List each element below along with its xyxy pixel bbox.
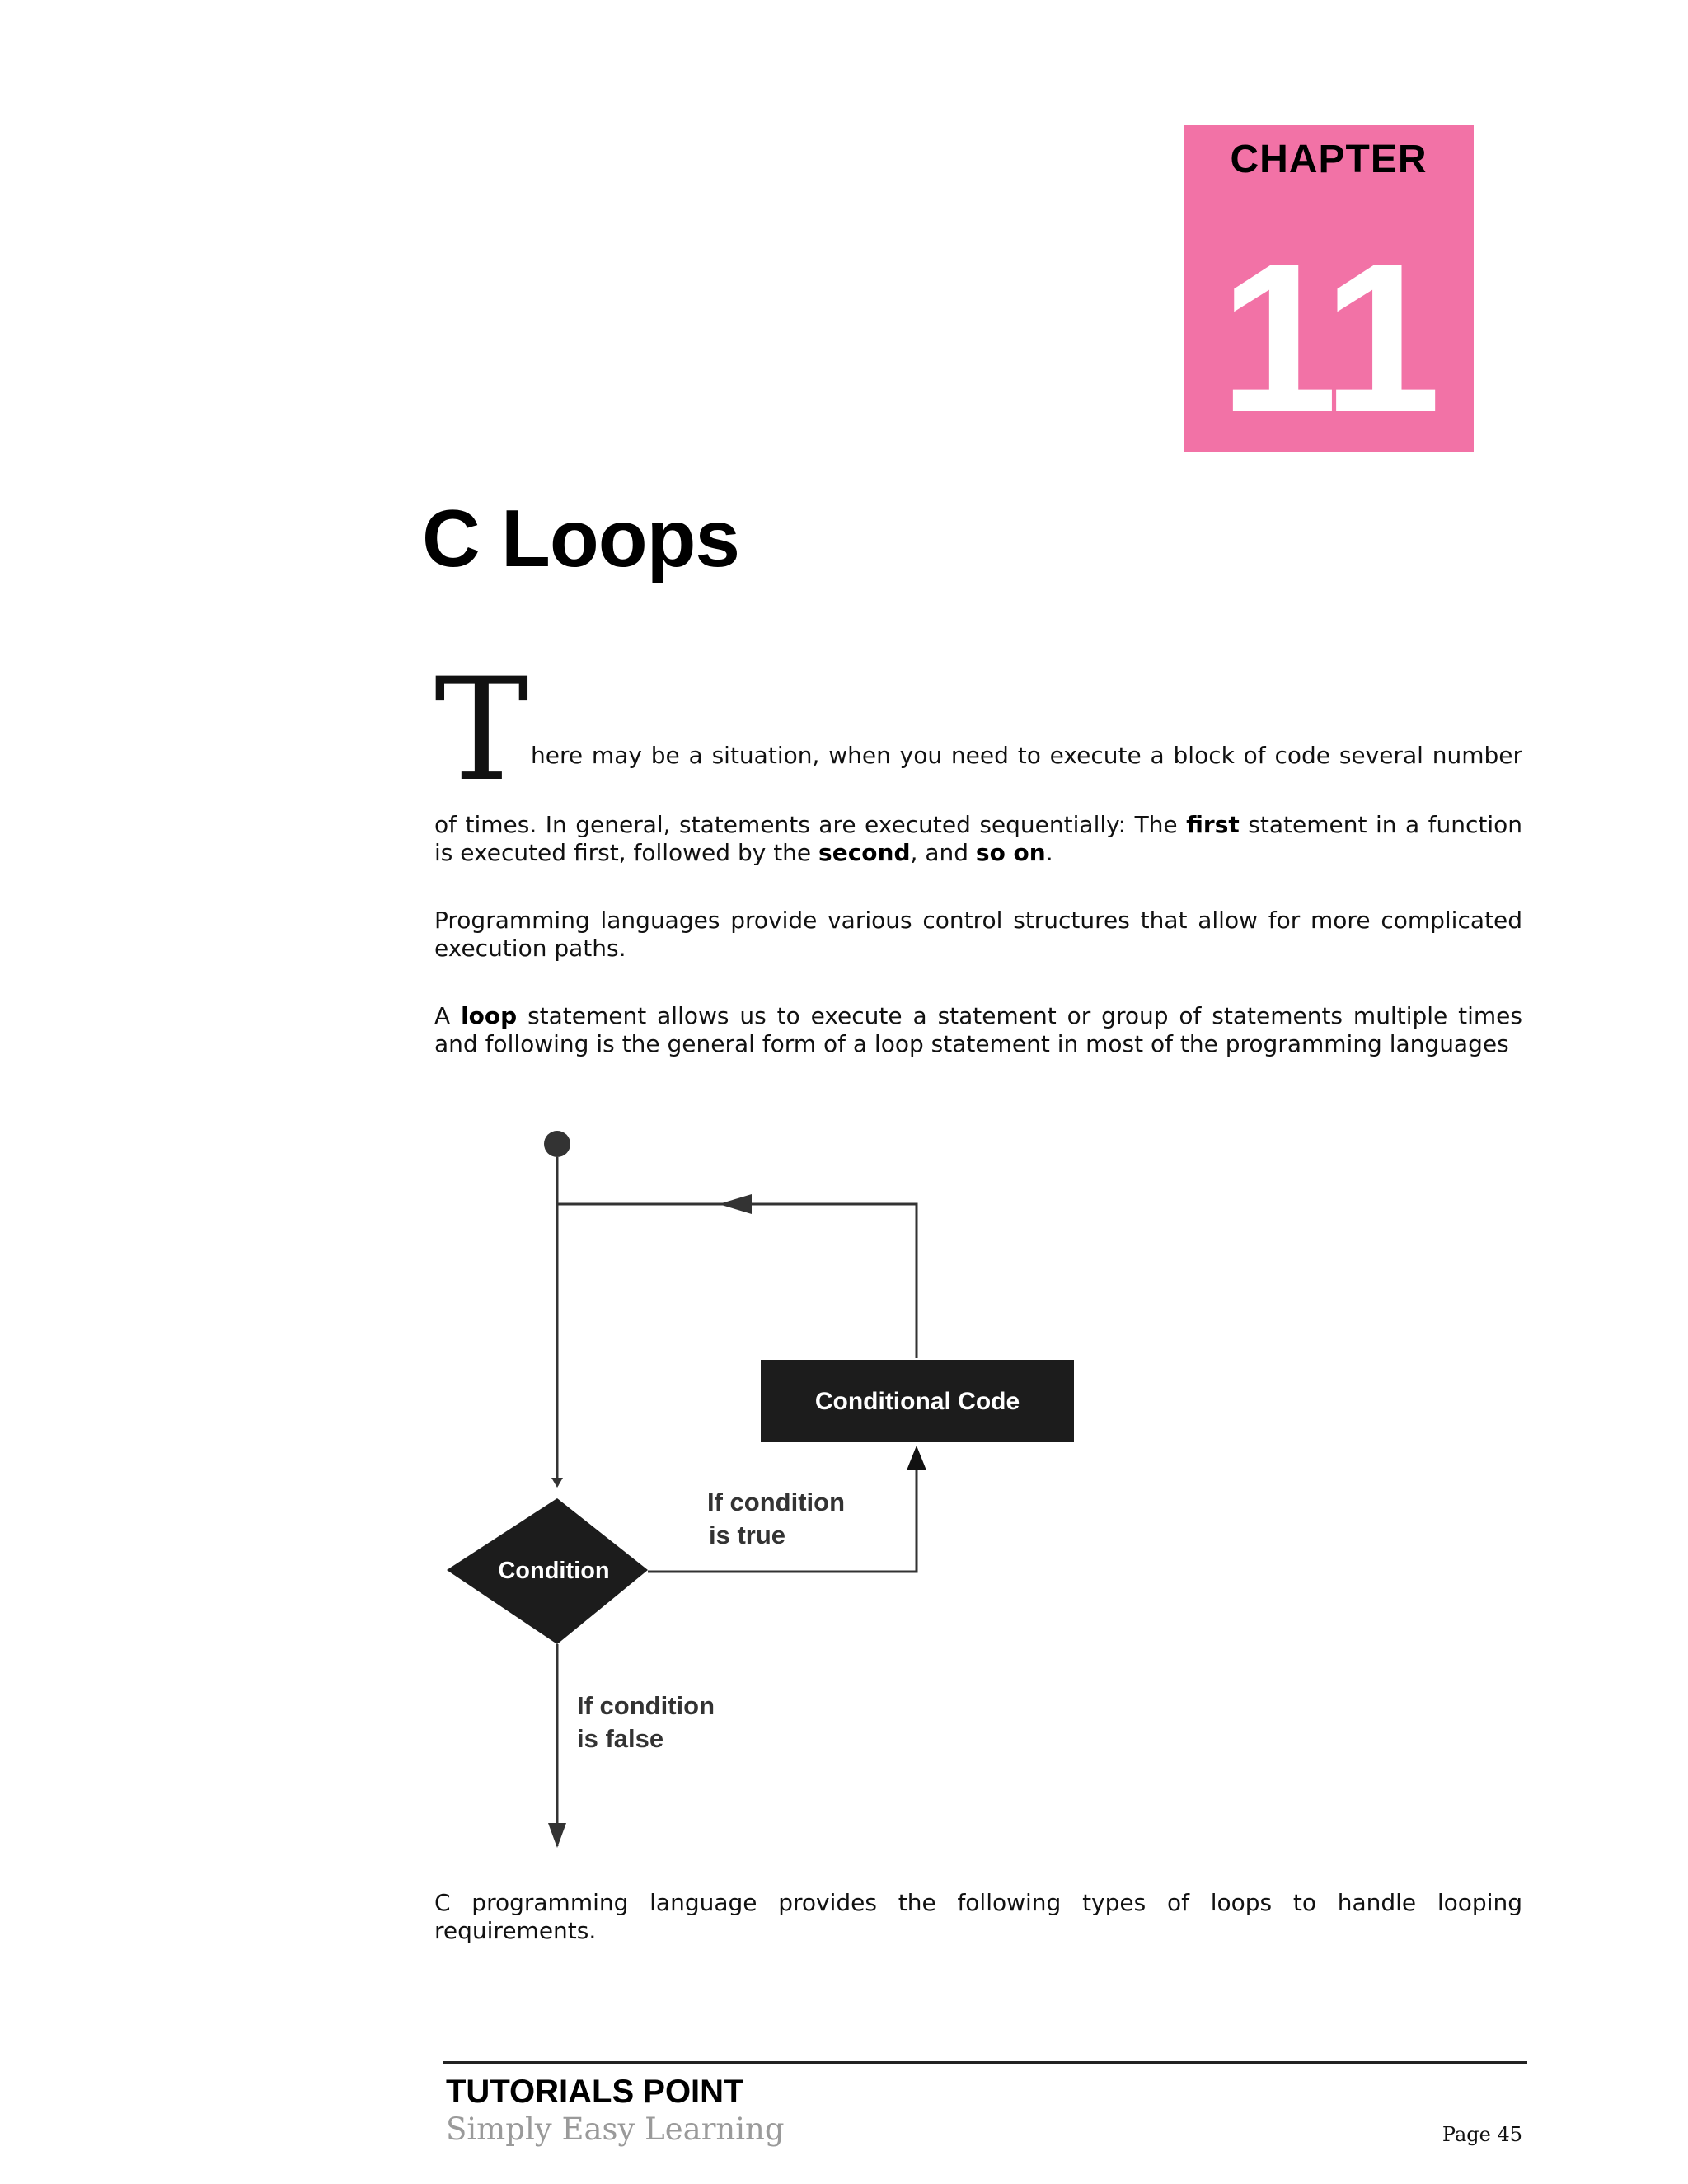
- paragraph-loop-definition: A loop statement allows us to execute a statement or group of statements multiple times and following is the general form of a loop statement in most of the programming languages: [434, 1002, 1522, 1057]
- paragraph-control-structures: Programming languages provide various control structures that allow for more complicated execution paths.: [434, 907, 1522, 962]
- true-label-line1: If condition: [707, 1488, 846, 1516]
- footer-brand: TUTORIALS POINT: [446, 2074, 744, 2110]
- paragraph-loop-types: C programming language provides the following types of loops to handle looping requirements.: [434, 1889, 1522, 1944]
- loop-back-line: [734, 1204, 917, 1358]
- page-number: Page 45: [1442, 2123, 1522, 2146]
- page-title: C Loops: [422, 493, 739, 583]
- chapter-number: 11: [1219, 218, 1438, 457]
- loop-back-arrow: [719, 1194, 752, 1214]
- intro-first-line: here may be a situation, when you need to execute a block of code several number: [531, 742, 1522, 769]
- true-path-arrow: [907, 1446, 926, 1470]
- chapter-badge: [1184, 125, 1474, 457]
- true-label-line2: is true: [709, 1521, 786, 1549]
- emphasis-so-on: so on: [975, 839, 1046, 866]
- intro-paragraph: of times. In general, statements are executed sequentially: The first statement in a function is executed first, followed by the second, and so on.: [434, 811, 1522, 866]
- conditional-code-label: Conditional Code: [814, 1388, 1020, 1415]
- emphasis-second: second: [818, 839, 911, 866]
- false-label-line1: If condition: [577, 1691, 715, 1720]
- chapter-label: CHAPTER: [1230, 138, 1428, 181]
- footer-divider: [443, 2061, 1527, 2064]
- false-path-arrow: [548, 1823, 566, 1848]
- footer-tagline: Simply Easy Learning: [446, 2111, 785, 2147]
- condition-label: Condition: [498, 1558, 610, 1584]
- emphasis-first: first: [1186, 811, 1240, 838]
- loop-flow-diagram: [429, 1121, 1088, 1863]
- emphasis-loop: loop: [461, 1002, 518, 1029]
- false-label-line2: is false: [577, 1724, 664, 1753]
- start-node: [544, 1131, 570, 1157]
- drop-cap: T: [434, 647, 529, 813]
